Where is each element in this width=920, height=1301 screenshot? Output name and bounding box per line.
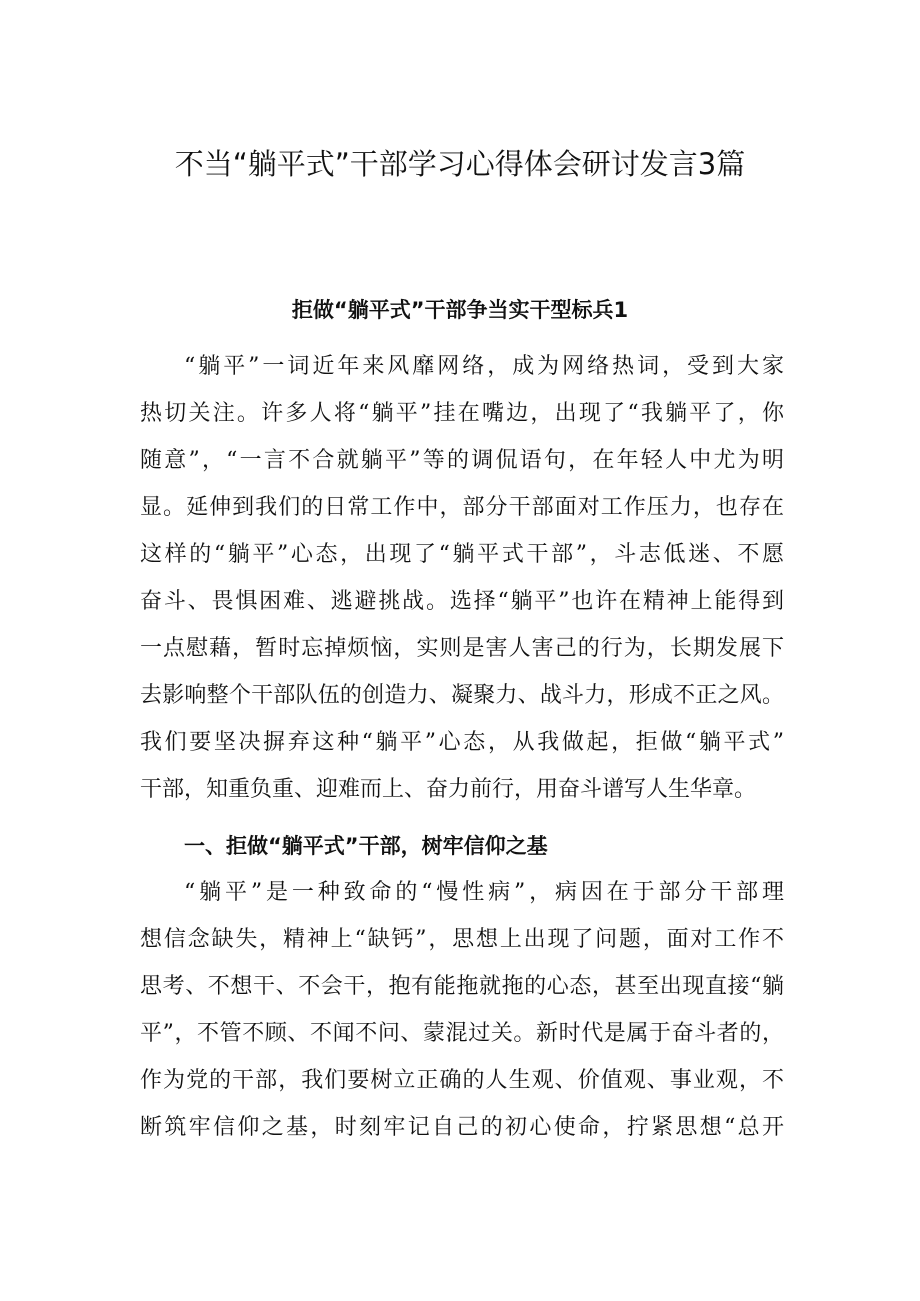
paragraph-line: 断筑牢信仰之基，时刻牢记自己的初心使命，拧紧思想“总开 bbox=[140, 1115, 784, 1140]
paragraph-line: 奋斗、畏惧困难、逃避挑战。选择“躺平”也许在精神上能得到 bbox=[140, 589, 784, 614]
paragraph-line: 平”，不管不顾、不闻不问、蒙混过关。新时代是属于奋斗者的， bbox=[140, 1021, 784, 1046]
paragraph-line: 干部，知重负重、迎难而上、奋力前行，用奋斗谱写人生华章。 bbox=[140, 777, 757, 802]
paragraph-line: 想信念缺失，精神上“缺钙”，思想上出现了问题，面对工作不 bbox=[140, 927, 784, 952]
paragraph-line: 显。延伸到我们的日常工作中，部分干部面对工作压力，也存在 bbox=[140, 495, 784, 520]
article-title: 拒做“躺平式”干部争当实干型标兵1 bbox=[291, 298, 629, 322]
paragraph-line: 随意”，“一言不合就躺平”等的调侃语句，在年轻人中尤为明 bbox=[140, 448, 784, 473]
paragraph-line: 一点慰藉，暂时忘掉烦恼，实则是害人害己的行为，长期发展下 bbox=[140, 636, 784, 661]
paragraph-line: “躺平”一词近年来风靡网络，成为网络热词，受到大家 bbox=[184, 354, 784, 379]
paragraph-2 bbox=[140, 869, 784, 1151]
paragraph-line: 思考、不想干、不会干，抱有能拖就拖的心态，甚至出现直接“躺 bbox=[140, 974, 784, 999]
paragraph-line: 作为党的干部，我们要树立正确的人生观、价值观、事业观，不 bbox=[140, 1068, 784, 1093]
document-title: 不当“躺平式”干部学习心得体会研讨发言3篇 bbox=[174, 147, 746, 181]
paragraph-1 bbox=[140, 343, 784, 813]
paragraph-line: 热切关注。许多人将“躺平”挂在嘴边，出现了“我躺平了，你 bbox=[140, 401, 784, 426]
paragraph-line: “躺平”是一种致命的“慢性病”，病因在于部分干部理 bbox=[184, 880, 784, 905]
section-heading: 一、拒做“躺平式”干部，树牢信仰之基 bbox=[184, 834, 548, 858]
paragraph-line: 我们要坚决摒弃这种“躺平”心态，从我做起，拒做“躺平式” bbox=[140, 730, 784, 755]
paragraph-line: 去影响整个干部队伍的创造力、凝聚力、战斗力，形成不正之风。 bbox=[140, 683, 784, 708]
paragraph-line: 这样的“躺平”心态，出现了“躺平式干部”，斗志低迷、不愿 bbox=[140, 542, 784, 567]
